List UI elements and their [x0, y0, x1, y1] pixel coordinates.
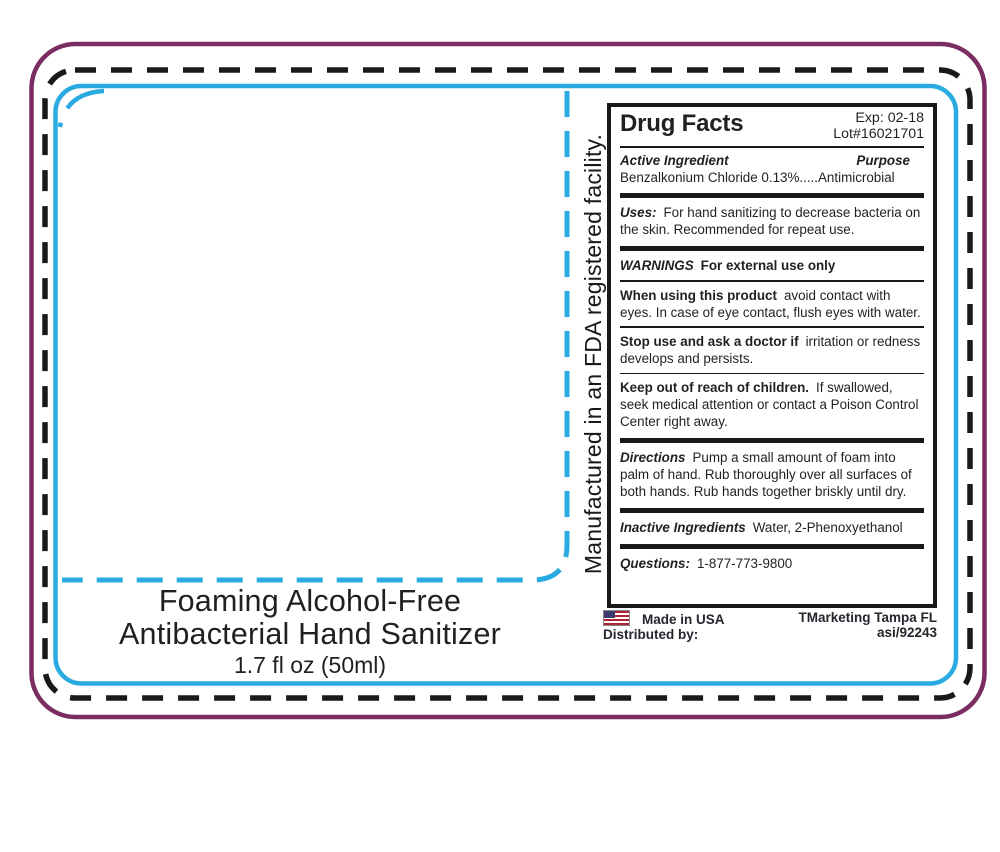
warnings-text: For external use only — [700, 258, 836, 274]
company-name: TMarketing Tampa FL — [798, 610, 937, 625]
when-using-text: avoid contact with eyes. In case of eye contact, flush eyes with water. — [620, 287, 921, 320]
product-size: 1.7 fl oz (50ml) — [233, 651, 387, 678]
keep-out-text: If swallowed, seek medical attention or contact a Poison Control Center right away. — [620, 380, 919, 430]
drug-facts-panel — [607, 103, 937, 608]
made-in-usa-line — [603, 610, 725, 627]
side-vertical-text: Manufactured in an FDA registered facility. — [580, 133, 606, 575]
divider — [620, 246, 924, 251]
asi-number: asi/92243 — [876, 625, 937, 641]
stop-use-section — [620, 334, 924, 368]
drug-facts-title: Drug Facts — [620, 110, 744, 137]
manufacturer-footer — [603, 610, 937, 642]
keep-out-section — [620, 380, 924, 431]
inactive-ingredients-label: Inactive Ingredients — [620, 519, 746, 535]
divider — [620, 280, 924, 282]
distributed-by-text: Distributed by: — [603, 627, 699, 643]
drug-facts-header — [620, 110, 924, 143]
warnings-label: WARNINGS — [620, 258, 694, 274]
inactive-ingredients-section — [620, 520, 924, 537]
uses-label: Uses: — [620, 205, 657, 221]
purpose-heading: Purpose — [856, 152, 910, 168]
product-name-block — [60, 585, 560, 678]
stop-use-label: Stop use and ask a doctor if — [620, 334, 799, 350]
questions-section — [620, 556, 924, 573]
uses-text: For hand sanitizing to decrease bacteria on the skin. Recommended for repeat use. — [620, 205, 921, 238]
product-name-line2: Antibacterial Hand Sanitizer — [119, 616, 501, 651]
us-flag-icon — [603, 610, 630, 626]
directions-text: Pump a small amount of foam into palm of hand. Rub thoroughly over all surfaces of both hands. Rub hands together briskly until dry. — [620, 450, 912, 499]
divider — [620, 438, 924, 443]
exp-lot-block — [833, 110, 924, 143]
lot-number: Lot#16021701 — [833, 125, 924, 142]
stop-use-text: irritation or redness develops and persists. — [620, 334, 921, 366]
divider — [620, 544, 924, 549]
when-using-section — [620, 288, 924, 322]
active-ingredient-heading: Active Ingredient — [620, 152, 729, 168]
footer-right — [798, 610, 937, 642]
directions-section — [620, 450, 924, 501]
exp-date: Exp: 02-18 — [855, 110, 924, 126]
warnings-section — [620, 258, 924, 275]
footer-left — [603, 610, 725, 642]
divider — [620, 508, 924, 513]
active-ingredient-header-row — [620, 153, 924, 170]
directions-label: Directions — [620, 450, 686, 466]
when-using-label: When using this product — [620, 287, 777, 303]
uses-section — [620, 205, 924, 239]
cyan-corner-stroke — [60, 91, 104, 127]
questions-label: Questions: — [620, 555, 690, 571]
active-ingredient-line: Benzalkonium Chloride 0.13%.....Antimicrobial — [620, 169, 895, 185]
keep-out-label: Keep out of reach of children. — [620, 380, 809, 396]
inactive-ingredients-text: Water, 2-Phenoxyethanol — [752, 519, 903, 535]
cyan-dashed-panel-border — [62, 91, 567, 580]
product-name-line1: Foaming Alcohol-Free — [158, 584, 462, 618]
questions-text: 1-877-773-9800 — [696, 555, 793, 571]
divider — [620, 373, 924, 375]
divider — [620, 193, 924, 198]
divider — [620, 146, 924, 148]
made-in-usa-text: Made in USA — [642, 612, 725, 627]
divider — [620, 326, 924, 328]
